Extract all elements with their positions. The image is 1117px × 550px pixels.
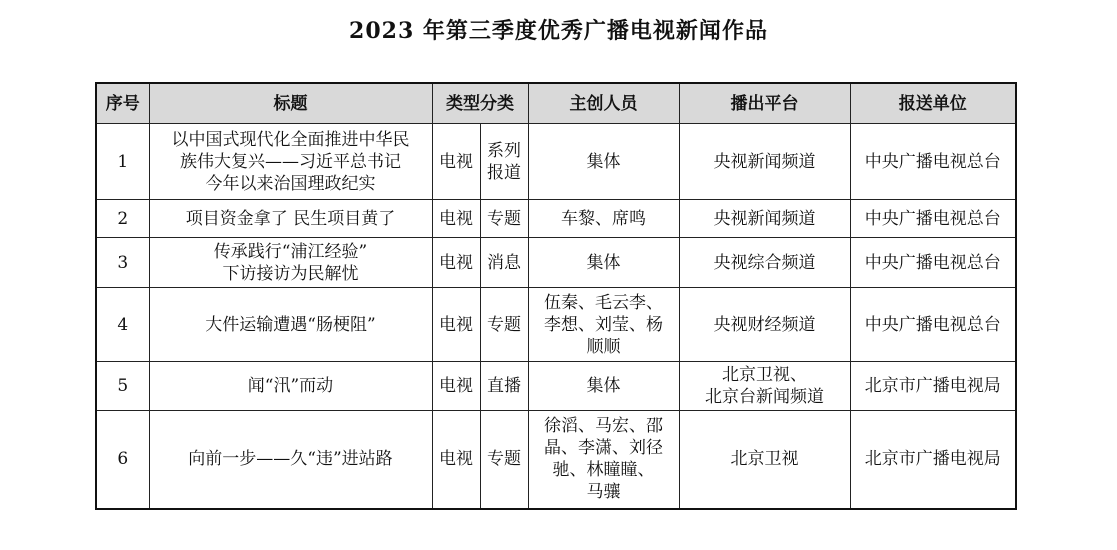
cell-creators: 车黎、席鸣: [528, 200, 679, 238]
cell-medium: 电视: [432, 238, 480, 288]
cell-medium: 电视: [432, 288, 480, 362]
header-unit: 报送单位: [850, 83, 1016, 124]
cell-title: 向前一步——久“违”进站路: [149, 411, 432, 509]
cell-medium: 电视: [432, 124, 480, 200]
cell-platform: 央视新闻频道: [679, 124, 850, 200]
header-type: 类型分类: [432, 83, 528, 124]
cell-platform: 央视财经频道: [679, 288, 850, 362]
table-row: [96, 411, 1016, 509]
cell-platform: 北京卫视: [679, 411, 850, 509]
header-title: 标题: [149, 83, 432, 124]
table-header-row: [96, 83, 1016, 124]
table-row: [96, 362, 1016, 411]
cell-title: 大件运输遭遇“肠梗阻”: [149, 288, 432, 362]
cell-unit: 中央广播电视总台: [850, 288, 1016, 362]
cell-title: 项目资金拿了 民生项目黄了: [149, 200, 432, 238]
cell-title: 传承践行“浦江经验” 下访接访为民解忧: [149, 238, 432, 288]
cell-unit: 北京市广播电视局: [850, 411, 1016, 509]
cell-unit: 中央广播电视总台: [850, 238, 1016, 288]
table-row: [96, 238, 1016, 288]
cell-platform: 北京卫视、 北京台新闻频道: [679, 362, 850, 411]
document-title: 2023 年第三季度优秀广播电视新闻作品: [349, 18, 768, 44]
cell-medium: 电视: [432, 362, 480, 411]
header-platform: 播出平台: [679, 83, 850, 124]
cell-creators: 集体: [528, 362, 679, 411]
table-row: [96, 200, 1016, 238]
cell-no: 4: [96, 288, 149, 362]
cell-no: 2: [96, 200, 149, 238]
cell-creators: 集体: [528, 124, 679, 200]
cell-platform: 央视新闻频道: [679, 200, 850, 238]
cell-category: 直播: [480, 362, 528, 411]
cell-medium: 电视: [432, 411, 480, 509]
cell-creators: 徐滔、马宏、邵 晶、李潇、刘径 驰、林瞳瞳、 马骧: [528, 411, 679, 509]
cell-unit: 中央广播电视总台: [850, 124, 1016, 200]
cell-no: 1: [96, 124, 149, 200]
cell-title: 以中国式现代化全面推进中华民 族伟大复兴——习近平总书记 今年以来治国理政纪实: [149, 124, 432, 200]
awards-table: [95, 82, 1017, 510]
table-row: [96, 124, 1016, 200]
cell-no: 3: [96, 238, 149, 288]
table-row: [96, 288, 1016, 362]
cell-category: 系列 报道: [480, 124, 528, 200]
header-creators: 主创人员: [528, 83, 679, 124]
cell-medium: 电视: [432, 200, 480, 238]
header-no: 序号: [96, 83, 149, 124]
cell-unit: 中央广播电视总台: [850, 200, 1016, 238]
cell-title: 闻“汛”而动: [149, 362, 432, 411]
cell-platform: 央视综合频道: [679, 238, 850, 288]
cell-no: 5: [96, 362, 149, 411]
cell-category: 专题: [480, 411, 528, 509]
cell-creators: 伍秦、毛云李、 李想、刘莹、杨 顺顺: [528, 288, 679, 362]
cell-creators: 集体: [528, 238, 679, 288]
cell-no: 6: [96, 411, 149, 509]
cell-unit: 北京市广播电视局: [850, 362, 1016, 411]
cell-category: 专题: [480, 288, 528, 362]
cell-category: 专题: [480, 200, 528, 238]
cell-category: 消息: [480, 238, 528, 288]
